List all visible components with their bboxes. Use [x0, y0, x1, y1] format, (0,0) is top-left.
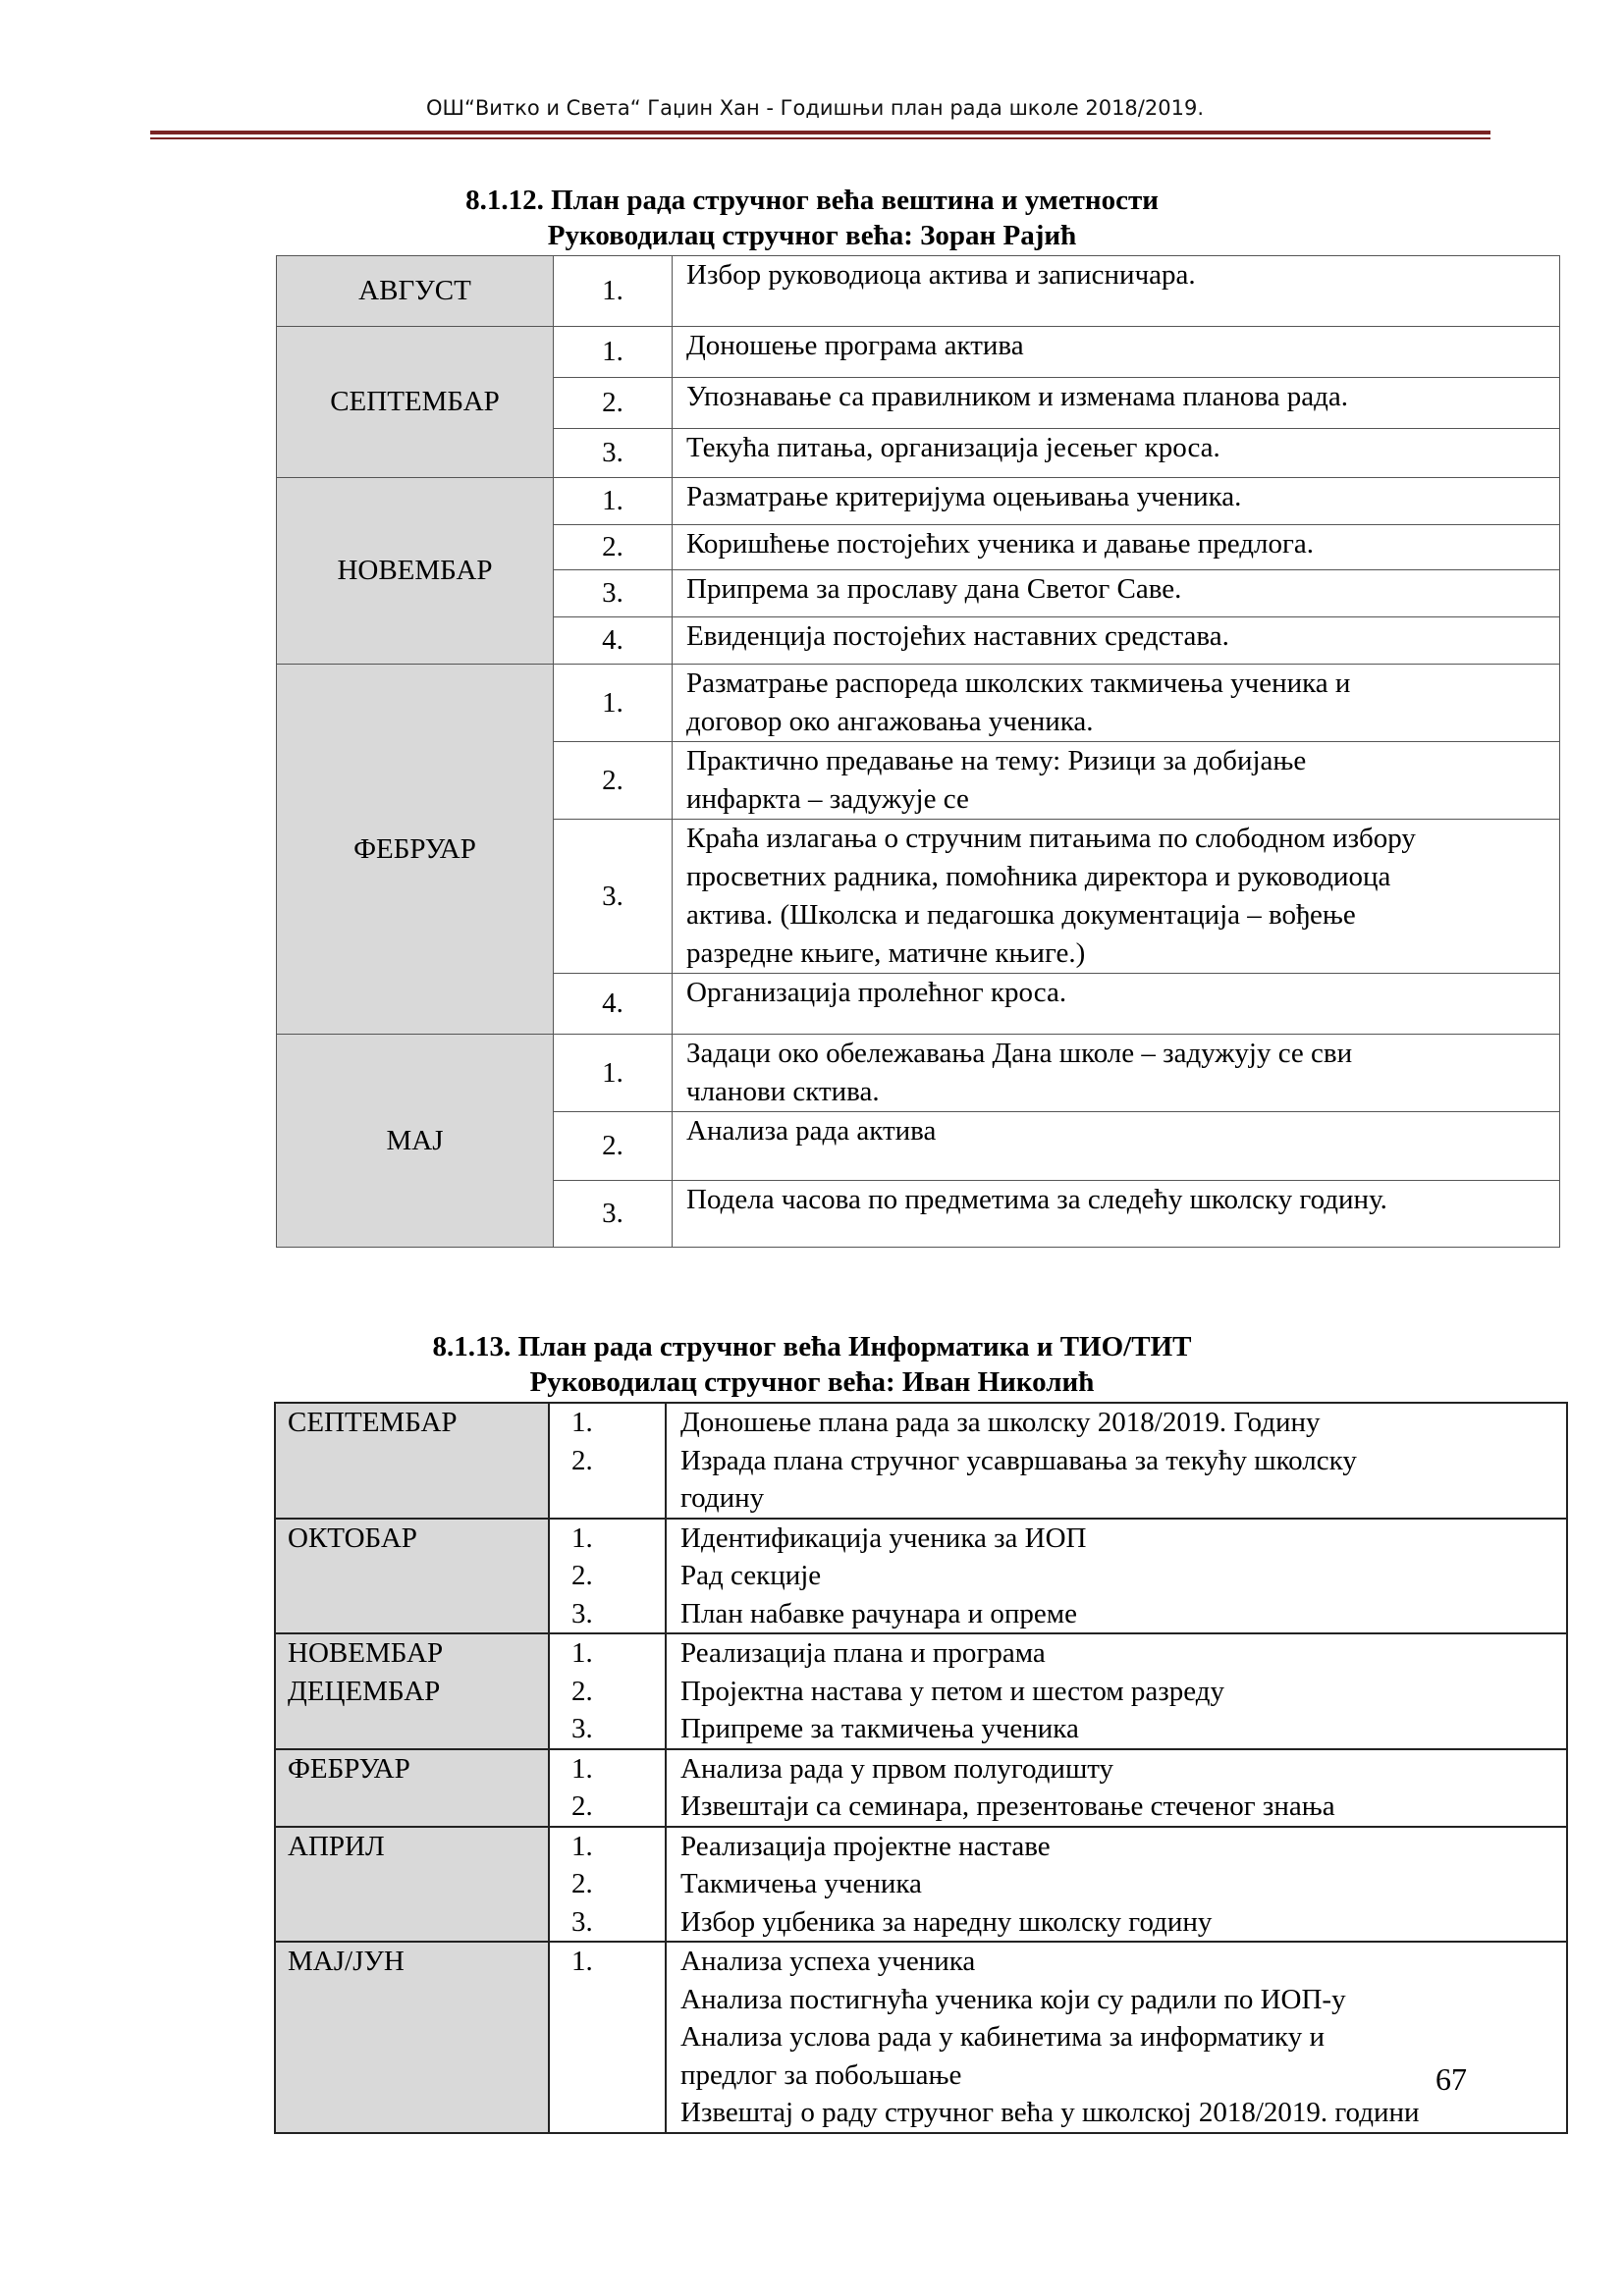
item-texts-line: Израда плана стручног усавршавања за текућу школску [680, 1444, 1357, 1476]
item-numbers-line: 1. [571, 1407, 593, 1438]
item-numbers-line: 1. [571, 1522, 593, 1554]
item-numbers-line: 3. [571, 1597, 593, 1629]
table-row [275, 1519, 1567, 1634]
text-line: Задаци око обележавања Дана школе – задужују се сви [686, 1038, 1353, 1069]
table-row [275, 1403, 1567, 1519]
text-line: Разматрање распореда школских такмичења ученика и [686, 667, 1351, 699]
month-cell: МАЈ [277, 1035, 554, 1248]
item-numbers-line: 2. [571, 1675, 593, 1707]
plan-table-informatics [274, 1402, 1568, 2134]
item-text [673, 820, 1560, 974]
item-texts-line: Реализација плана и програма [680, 1637, 1046, 1669]
page-header: ОШ“Витко и Света“ Гаџин Хан - Годишњи план рада школе 2018/2019. [426, 96, 1204, 120]
table-row [277, 478, 1560, 525]
item-texts-line: Идентификација ученика за ИОП [680, 1522, 1087, 1554]
item-number: 1. [554, 665, 673, 742]
section1-title: 8.1.12. План рада стручног већа вештина и уметности [465, 185, 1159, 216]
item-text: Припрема за прославу дана Светог Саве. [673, 570, 1560, 617]
item-text: Коришћење постојећих ученика и давање предлога. [673, 525, 1560, 570]
item-numbers-line: 3. [571, 1713, 593, 1744]
item-texts-line: Извештај о раду стручног већа у школској 2018/2019. години [680, 2097, 1420, 2128]
item-numbers-line: 1. [571, 1830, 593, 1862]
item-numbers-line: 2. [571, 1560, 593, 1591]
item-number: 1. [554, 327, 673, 378]
item-numbers [549, 1519, 666, 1634]
item-number: 3. [554, 429, 673, 478]
item-number: 2. [554, 1112, 673, 1181]
text-line: Практично предавање на тему: Ризици за добијање [686, 745, 1307, 776]
item-text [673, 742, 1560, 820]
item-numbers-line: 2. [571, 1790, 593, 1822]
item-text: Доношење програма актива [673, 327, 1560, 378]
item-texts-line: Анализа услова рада у кабинетима за информатику и [680, 2021, 1325, 2053]
month-cell [275, 1633, 549, 1749]
month-cell: НОВЕМБАР [277, 478, 554, 665]
item-texts-line: Доношење плана рада за школску 2018/2019. Годину [680, 1407, 1321, 1438]
text-line: Краћа излагања о стручним питањима по слободном избору [686, 823, 1416, 854]
item-texts-line: Пројектна настава у петом и шестом разреду [680, 1675, 1224, 1707]
item-text: Текућа питања, организација јесењег кроса. [673, 429, 1560, 478]
table-row [275, 1749, 1567, 1827]
item-texts [666, 1749, 1567, 1827]
item-texts [666, 1827, 1567, 1943]
month-cell-line: СЕПТЕМБАР [288, 1407, 458, 1438]
text-line: инфаркта – задужује се [686, 783, 969, 815]
table-row [275, 1942, 1567, 2133]
header-rule-thin [150, 137, 1490, 139]
month-cell: СЕПТЕМБАР [277, 327, 554, 478]
item-texts-line: Припреме за такмичења ученика [680, 1713, 1079, 1744]
item-text: Организација пролећног кроса. [673, 974, 1560, 1035]
item-texts-line: Реализација пројектне наставе [680, 1830, 1051, 1862]
item-number: 2. [554, 525, 673, 570]
item-numbers-line: 1. [571, 1752, 593, 1785]
text-line: договор око ангажовања ученика. [686, 706, 1094, 737]
text-line: актива. (Школска и педагошка документација – вођење [686, 899, 1356, 931]
month-cell [275, 1827, 549, 1943]
month-cell: ФЕБРУАР [277, 665, 554, 1035]
item-number: 3. [554, 1181, 673, 1248]
item-texts-line: Анализа постигнућа ученика који су радили по ИОП-у [680, 1983, 1346, 2015]
item-number: 1. [554, 1035, 673, 1112]
item-texts-line: Анализа успеха ученика [680, 1946, 976, 1977]
item-numbers [549, 1403, 666, 1519]
page-number: 67 [1435, 2061, 1467, 2097]
item-text: Евиденција постојећих наставних средстава. [673, 617, 1560, 665]
item-texts-line: Такмичења ученика [680, 1868, 922, 1899]
item-numbers-line: 1. [571, 1946, 593, 1977]
text-line: чланови сктива. [686, 1076, 880, 1107]
item-texts-line: План набавке рачунара и опреме [680, 1597, 1077, 1629]
item-text: Разматрање критеријума оцењивања ученика. [673, 478, 1560, 525]
item-text: Упознавање са правилником и изменама планова рада. [673, 378, 1560, 429]
item-number: 2. [554, 742, 673, 820]
item-numbers-line: 2. [571, 1444, 593, 1476]
item-text: Анализа рада актива [673, 1112, 1560, 1181]
section2-subtitle: Руководилац стручног већа: Иван Николић [529, 1366, 1095, 1398]
month-cell-line: НОВЕМБАР [288, 1637, 444, 1669]
item-number: 4. [554, 974, 673, 1035]
table-row [277, 665, 1560, 742]
item-number: 1. [554, 256, 673, 327]
item-number: 3. [554, 820, 673, 974]
month-cell-line: АПРИЛ [288, 1830, 385, 1862]
month-cell [275, 1519, 549, 1634]
table-row [277, 1035, 1560, 1112]
text-line: разредне књиге, матичне књиге.) [686, 937, 1086, 969]
header-rule [150, 131, 1490, 134]
month-cell [275, 1403, 549, 1519]
month-cell [275, 1749, 549, 1827]
item-text: Подела часова по предметима за следећу школску годину. [673, 1181, 1560, 1248]
item-texts [666, 1942, 1567, 2133]
item-number: 3. [554, 570, 673, 617]
item-texts-line: годину [680, 1482, 765, 1514]
month-cell [275, 1942, 549, 2133]
plan-table-arts [276, 255, 1560, 1248]
item-number: 2. [554, 378, 673, 429]
item-text: Избор руководиоца актива и записничара. [673, 256, 1560, 327]
item-numbers-line: 1. [571, 1637, 593, 1669]
item-texts-line: Анализа рада у првом полугодишту [680, 1752, 1114, 1785]
month-cell-line: ФЕБРУАР [288, 1752, 410, 1785]
month-cell-line: ОКТОБАР [288, 1522, 417, 1554]
text-line: просветних радника, помоћника директора и руководиоца [686, 861, 1391, 892]
month-cell-line: ДЕЦЕМБАР [288, 1675, 441, 1707]
item-texts-line: предлог за побољшање [680, 2058, 962, 2091]
table-row [277, 256, 1560, 327]
section1-subtitle: Руководилац стручног већа: Зоран Рајић [547, 220, 1077, 251]
item-numbers [549, 1633, 666, 1749]
item-numbers [549, 1942, 666, 2133]
table-row [277, 327, 1560, 378]
item-numbers-line: 2. [571, 1868, 593, 1899]
item-texts-line: Извештаји са семинара, презентовање стеченог знања [680, 1790, 1335, 1822]
item-numbers [549, 1827, 666, 1943]
item-texts [666, 1633, 1567, 1749]
item-texts-line: Избор уџбеника за наредну школску годину [680, 1905, 1213, 1938]
item-texts [666, 1403, 1567, 1519]
item-number: 4. [554, 617, 673, 665]
item-text [673, 665, 1560, 742]
item-texts [666, 1519, 1567, 1634]
item-numbers [549, 1749, 666, 1827]
item-number: 1. [554, 478, 673, 525]
table-row [275, 1827, 1567, 1943]
section2-title: 8.1.13. План рада стручног већа Информатика и ТИО/ТИТ [432, 1331, 1192, 1362]
item-text [673, 1035, 1560, 1112]
month-cell-line: МАЈ/ЈУН [288, 1946, 405, 1977]
item-texts-line: Рад секције [680, 1560, 822, 1591]
table-row [275, 1633, 1567, 1749]
item-numbers-line: 3. [571, 1905, 593, 1938]
month-cell: АВГУСТ [277, 256, 554, 327]
